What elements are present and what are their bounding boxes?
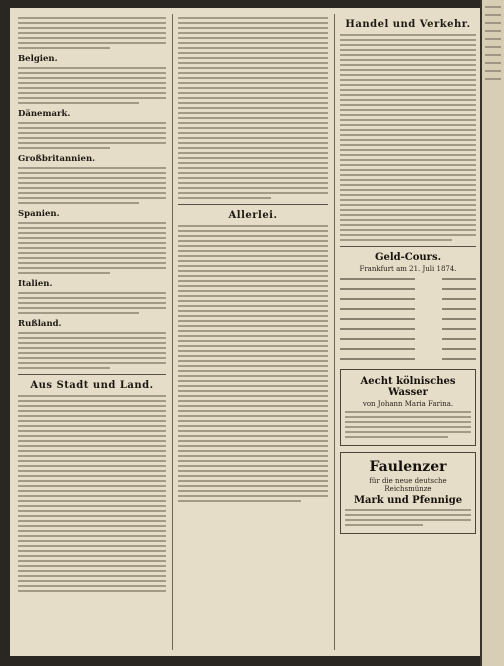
column-left [18,14,166,597]
section-heading: Rußland. [18,319,62,329]
ad-subline: Mark und Pfennige [353,495,463,506]
paragraph [178,225,328,502]
section-heading: Handel und Verkehr. [345,19,471,30]
advertisement [340,452,476,534]
advertisement [340,369,476,446]
column-middle [178,14,328,507]
paragraph [18,292,166,314]
divider [340,246,476,247]
paragraph [18,395,166,592]
course-table [340,275,476,363]
section-heading: Dänemark. [18,109,71,119]
paragraph [178,17,328,199]
adjacent-page-edge [480,0,504,666]
section-heading: Allerlei. [228,210,278,221]
paragraph [18,122,166,149]
column-right [340,14,476,534]
paragraph [18,17,166,49]
ad-headline: Faulenzer [369,459,447,475]
paragraph [18,167,166,204]
ad-headline: Aecht kölnisches Wasser [360,376,456,398]
section-heading: Großbritannien. [18,154,96,164]
column-rule [172,14,173,650]
section-heading: Belgien. [18,54,58,64]
paragraph [18,332,166,369]
paragraph [18,67,166,104]
course-subtitle: Frankfurt am 21. Juli 1874. [359,265,457,273]
course-title: Geld-Cours. [374,252,442,263]
section-heading: Italien. [18,279,53,289]
column-rule [334,14,335,650]
section-heading: Aus Stadt und Land. [30,380,154,391]
paragraph [18,222,166,274]
section-heading: Spanien. [18,209,60,219]
ad-subline: von Johann Maria Farina. [362,400,454,408]
divider [18,374,166,375]
ad-subline: für die neue deutsche Reichsmünze [369,477,447,493]
divider [178,204,328,205]
newspaper-page [10,8,480,656]
paragraph [340,34,476,241]
